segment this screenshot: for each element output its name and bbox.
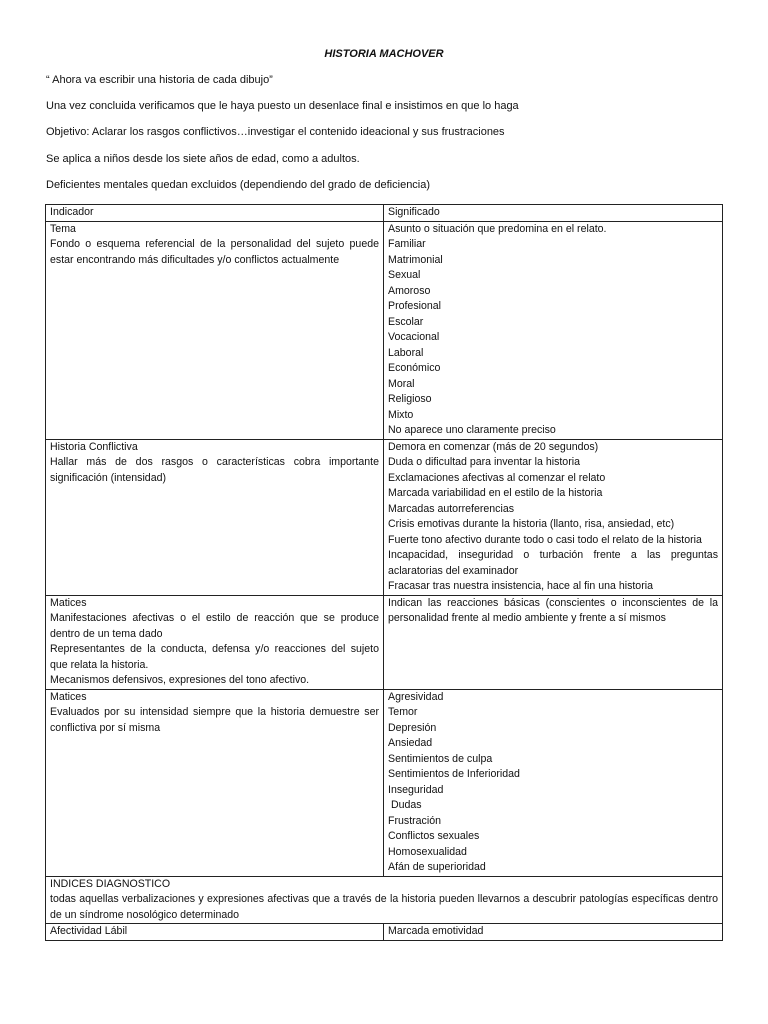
indicator-title: Historia Conflictiva bbox=[50, 440, 138, 453]
meaning-cell bbox=[384, 689, 723, 876]
header-indicator: Indicador bbox=[46, 205, 384, 222]
table-row bbox=[46, 595, 723, 689]
indicator-cell: Afectividad Lábil bbox=[46, 924, 384, 941]
document-title: HISTORIA MACHOVER bbox=[324, 48, 444, 60]
meaning-line: Inseguridad bbox=[388, 783, 444, 796]
meaning-line: Fracasar tras nuestra insistencia, hace al fin una historia bbox=[388, 580, 653, 592]
meaning-line: Marcada variabilidad en el estilo de la historia bbox=[388, 487, 603, 499]
intro-exclusion: Deficientes mentales quedan excluidos (dependiendo del grado de deficiencia) bbox=[46, 179, 431, 191]
meaning-line: Homosexualidad bbox=[388, 845, 467, 858]
meaning-line: Exclamaciones afectivas al comenzar el relato bbox=[388, 471, 606, 484]
meaning-cell bbox=[384, 221, 723, 439]
meaning-line: Dudas bbox=[388, 799, 422, 811]
meaning-line: No aparece uno claramente preciso bbox=[388, 424, 556, 436]
meaning-line: Marcadas autorreferencias bbox=[388, 502, 515, 515]
meaning-line: Asunto o situación que predomina en el relato. bbox=[388, 222, 607, 235]
meaning-line: Agresividad bbox=[388, 690, 444, 703]
meaning-line: Mixto bbox=[388, 408, 414, 421]
indicator-title: Matices bbox=[50, 690, 87, 703]
meaning-line: Económico bbox=[388, 362, 441, 374]
table-row bbox=[46, 221, 723, 439]
table-row bbox=[46, 924, 723, 941]
indicator-description: Hallar más de dos rasgos o características cobra importante significación (intensidad) bbox=[50, 456, 379, 484]
meaning-cell bbox=[384, 439, 723, 595]
meaning-cell: Marcada emotividad bbox=[384, 924, 723, 941]
indicator-description: Manifestaciones afectivas o el estilo de reacción que se produce dentro de un tema dado bbox=[50, 612, 379, 640]
intro-objective: Objetivo: Aclarar los rasgos conflictivos…investigar el contenido ideacional y sus frustraciones bbox=[46, 126, 505, 138]
meaning-line: Amoroso bbox=[388, 284, 431, 297]
meaning-line: Demora en comenzar (más de 20 segundos) bbox=[388, 440, 599, 453]
meaning-text: Indican las reacciones básicas (conscientes o inconscientes de la personalidad frente al medio ambiente y frente a sí mismos bbox=[388, 596, 718, 624]
meaning-line: Incapacidad, inseguridad o turbación frente a las preguntas aclaratorias del examinador bbox=[388, 549, 718, 577]
meaning-line: Moral bbox=[388, 377, 415, 390]
table-row bbox=[46, 689, 723, 876]
meaning-line: Profesional bbox=[388, 300, 441, 312]
intro-quote: “ Ahora va escribir una historia de cada dibujo” bbox=[46, 74, 273, 86]
meaning-line: Laboral bbox=[388, 346, 424, 359]
indicator-cell bbox=[46, 439, 384, 595]
indicator-cell bbox=[46, 221, 384, 439]
diagnostic-row bbox=[46, 876, 723, 924]
meaning-line: Afán de superioridad bbox=[388, 861, 486, 873]
meaning-line: Familiar bbox=[388, 238, 426, 250]
indicator-title: Matices bbox=[50, 596, 87, 609]
diagnostic-heading: INDICES DIAGNOSTICO bbox=[50, 877, 171, 890]
table-row bbox=[46, 439, 723, 595]
intro-instruction: Una vez concluida verificamos que le haya puesto un desenlace final e insistimos en que lo haga bbox=[46, 100, 519, 112]
meaning-line: Conflictos sexuales bbox=[388, 830, 480, 842]
meaning-line: Duda o dificultad para inventar la historia bbox=[388, 456, 580, 468]
meaning-line: Vocacional bbox=[388, 331, 440, 343]
meaning-line: Crisis emotivas durante la historia (llanto, risa, ansiedad, etc) bbox=[388, 518, 675, 530]
indicator-table bbox=[45, 204, 723, 941]
indicator-description: Evaluados por su intensidad siempre que la historia demuestre ser conflictiva por sí misma bbox=[50, 706, 379, 734]
diagnostic-cell bbox=[46, 876, 723, 924]
meaning-line: Sentimientos de Inferioridad bbox=[388, 768, 520, 780]
meaning-line: Frustración bbox=[388, 814, 441, 827]
diagnostic-text: todas aquellas verbalizaciones y expresiones afectivas que a través de la historia pueden llevarnos a descubrir patologías específicas dentro de un síndrome nosológico determinado bbox=[50, 893, 718, 921]
indicator-description: Representantes de la conducta, defensa y/o reacciones del sujeto que relata la historia. bbox=[50, 643, 379, 671]
meaning-line: Sentimientos de culpa bbox=[388, 752, 493, 765]
meaning-line: Fuerte tono afectivo durante todo o casi todo el relato de la historia bbox=[388, 533, 702, 546]
meaning-line: Escolar bbox=[388, 315, 424, 328]
meaning-line: Temor bbox=[388, 706, 418, 718]
indicator-description: Mecanismos defensivos, expresiones del tono afectivo. bbox=[50, 674, 310, 686]
meaning-line: Sexual bbox=[388, 269, 421, 281]
meaning-line: Depresión bbox=[388, 721, 437, 734]
intro-age: Se aplica a niños desde los siete años de edad, como a adultos. bbox=[46, 153, 360, 165]
indicator-title: Tema bbox=[50, 222, 76, 235]
meaning-line: Religioso bbox=[388, 393, 432, 405]
meaning-line: Ansiedad bbox=[388, 737, 433, 749]
indicator-description: Fondo o esquema referencial de la personalidad del sujeto puede estar encontrando más dificultades y/o conflictos actualmente bbox=[50, 238, 379, 266]
meaning-line: Matrimonial bbox=[388, 253, 443, 266]
header-meaning: Significado bbox=[384, 205, 723, 222]
indicator-cell bbox=[46, 595, 384, 689]
meaning-cell bbox=[384, 595, 723, 689]
table-header-row bbox=[46, 205, 723, 222]
indicator-cell bbox=[46, 689, 384, 876]
